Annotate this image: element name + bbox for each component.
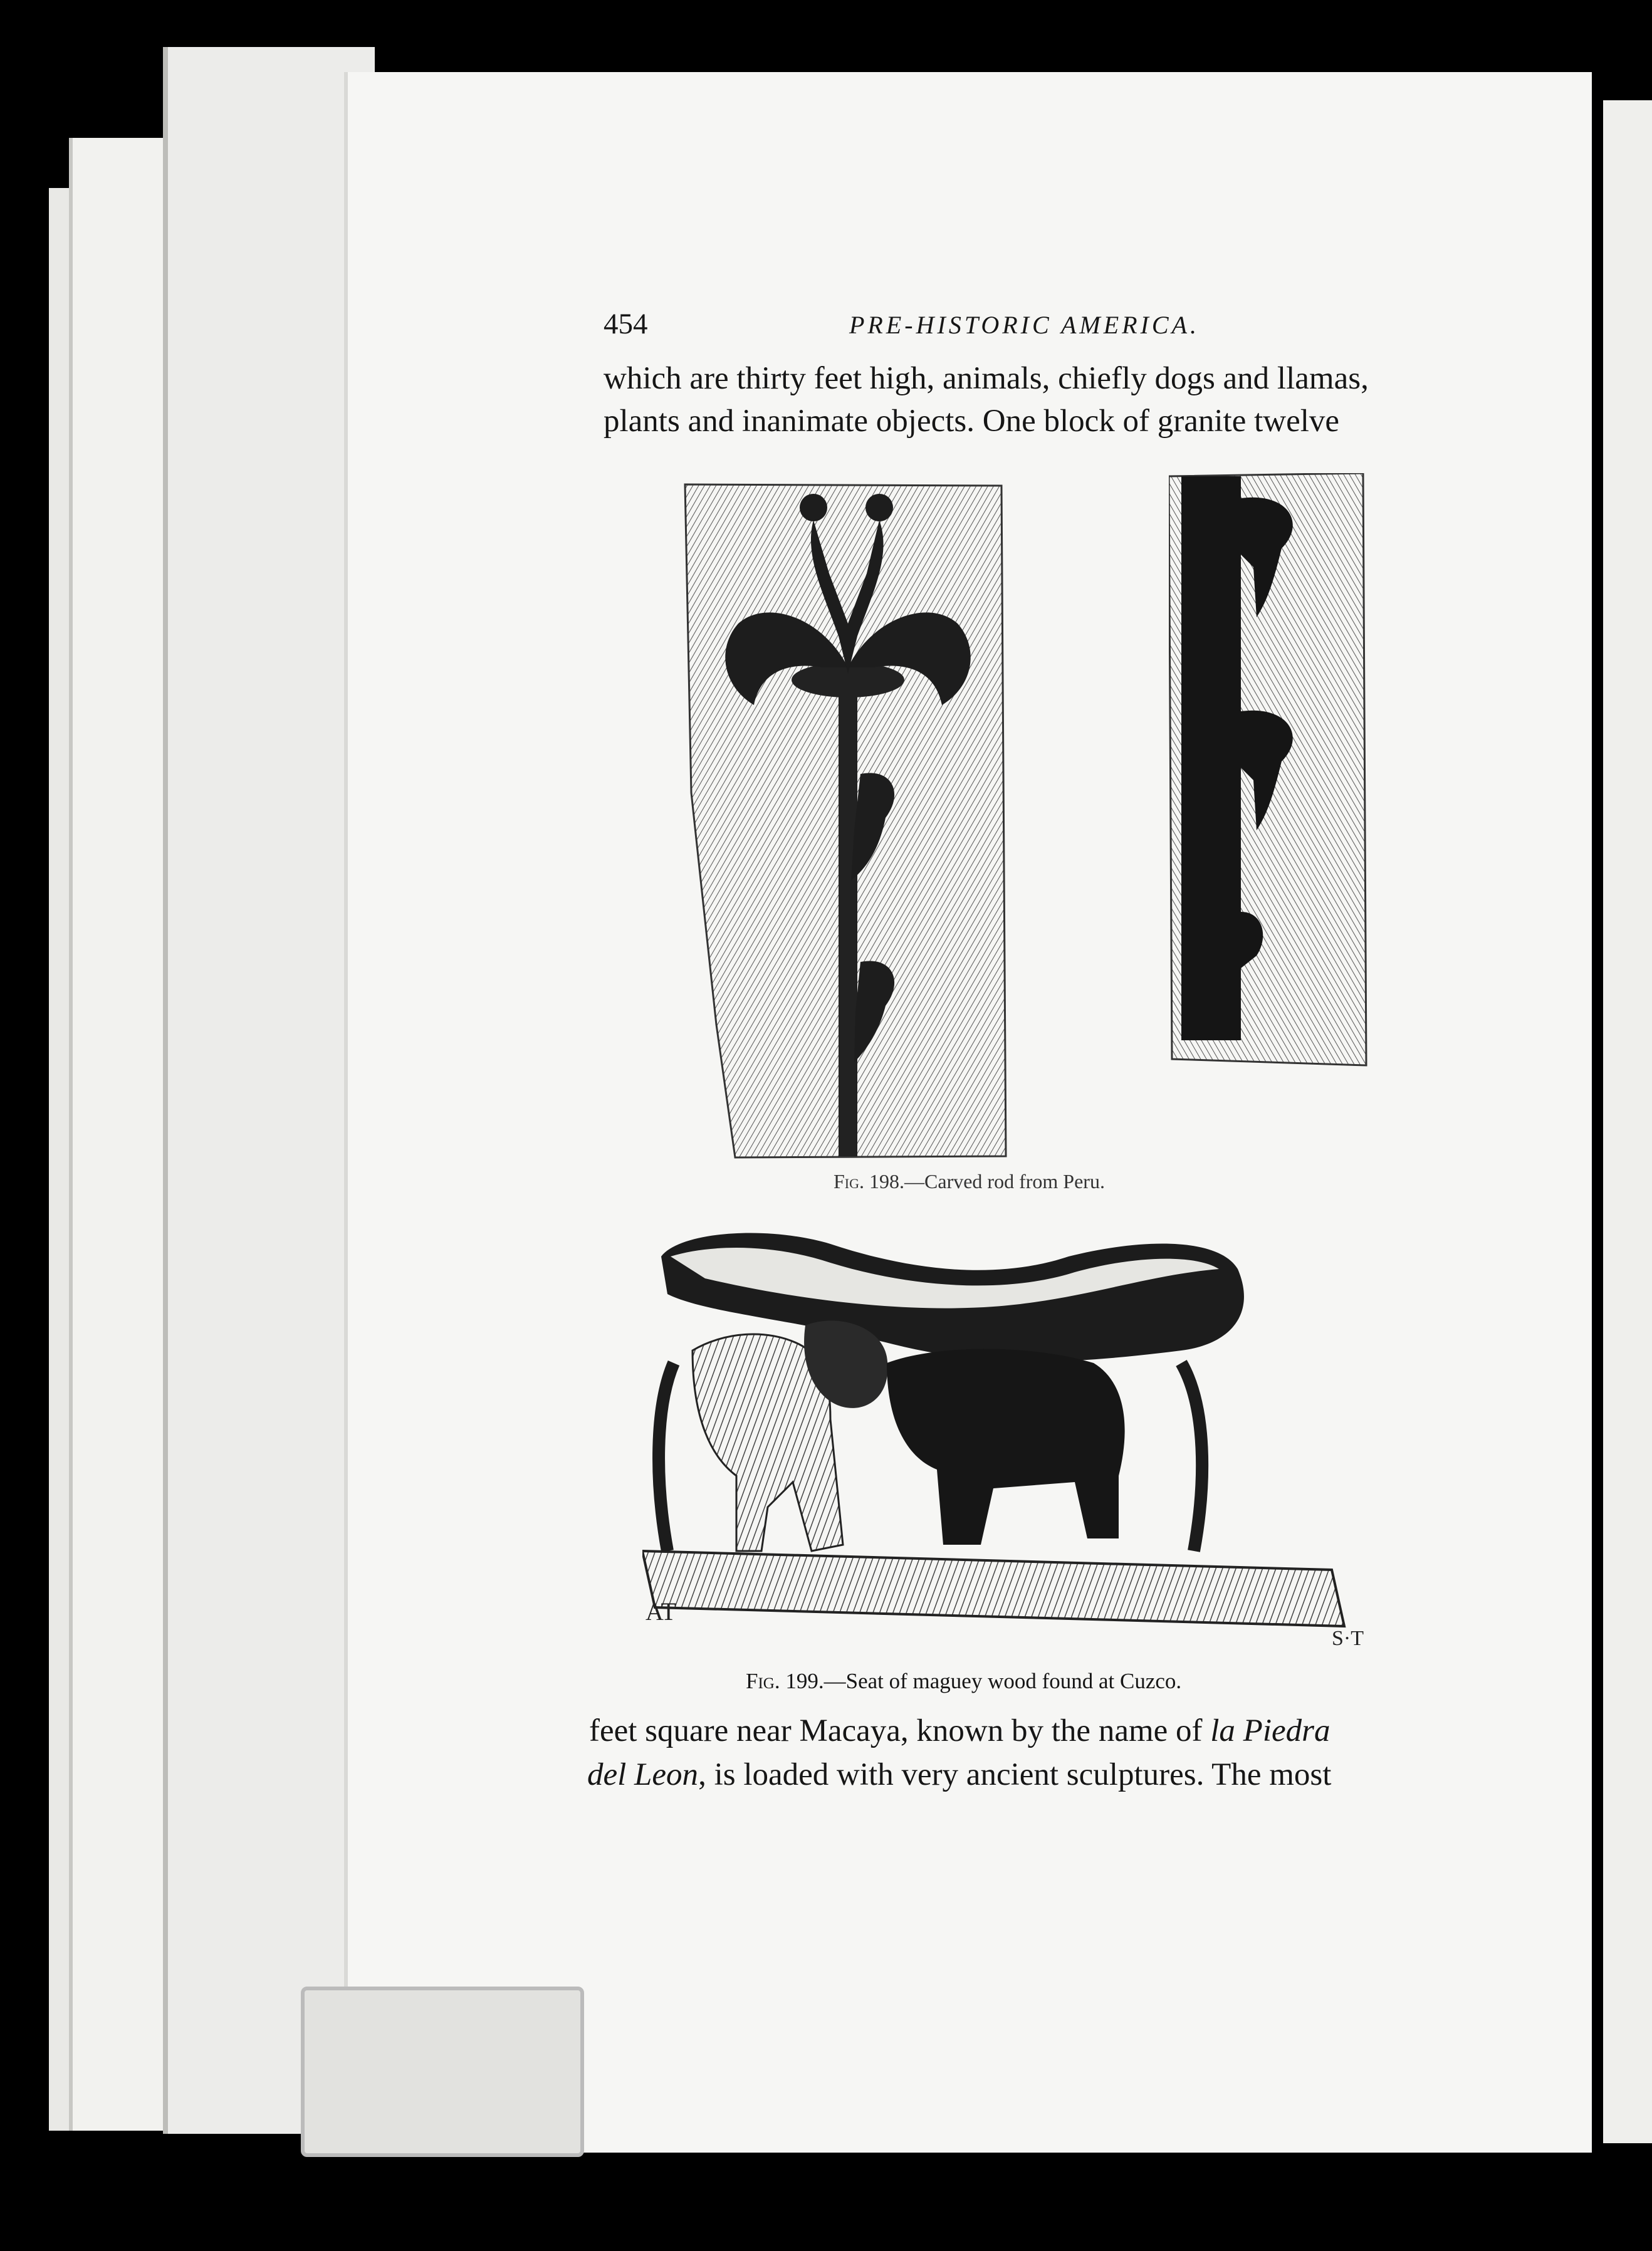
figure-198-carved-rod-right bbox=[1169, 473, 1369, 1068]
figure-198-caption bbox=[834, 1170, 1105, 1193]
figure-198-carved-rod-left bbox=[679, 479, 1011, 1159]
body-text-line bbox=[587, 1757, 1331, 1793]
book-page bbox=[348, 72, 1592, 2153]
figure-198-label: Fig. 198. bbox=[834, 1170, 905, 1193]
figure-199-signature: S·T bbox=[1332, 1627, 1364, 1650]
body-text-segment: feet square near Macaya, known by the name of bbox=[589, 1713, 1211, 1748]
page-stack-edge-inner bbox=[163, 47, 375, 2134]
figure-199-caption-text: —Seat of maguey wood found at Cuzco. bbox=[823, 1669, 1182, 1693]
figure-199-label: Fig. 199. bbox=[746, 1669, 824, 1693]
body-text-line: plants and inanimate objects. One block of granite twelve bbox=[604, 404, 1340, 439]
body-text-italic: del Leon bbox=[587, 1757, 699, 1792]
body-text-segment: , is loaded with very ancient sculptures. The most bbox=[698, 1757, 1332, 1792]
facing-page-edge bbox=[1603, 100, 1652, 2143]
running-head: PRE-HISTORIC AMERICA. bbox=[849, 311, 1200, 339]
binding-insert bbox=[301, 1987, 584, 2157]
body-text-line: which are thirty feet high, animals, chiefly dogs and llamas, bbox=[604, 361, 1369, 396]
figure-199-monogram: AT bbox=[646, 1597, 676, 1626]
page-number: 454 bbox=[604, 308, 648, 340]
figure-199-caption bbox=[746, 1669, 1181, 1694]
figure-199-maguey-seat bbox=[642, 1219, 1394, 1651]
body-text-italic: la Piedra bbox=[1210, 1713, 1330, 1748]
figure-198-caption-text: —Carved rod from Peru. bbox=[904, 1170, 1105, 1193]
body-text-line bbox=[589, 1713, 1330, 1749]
